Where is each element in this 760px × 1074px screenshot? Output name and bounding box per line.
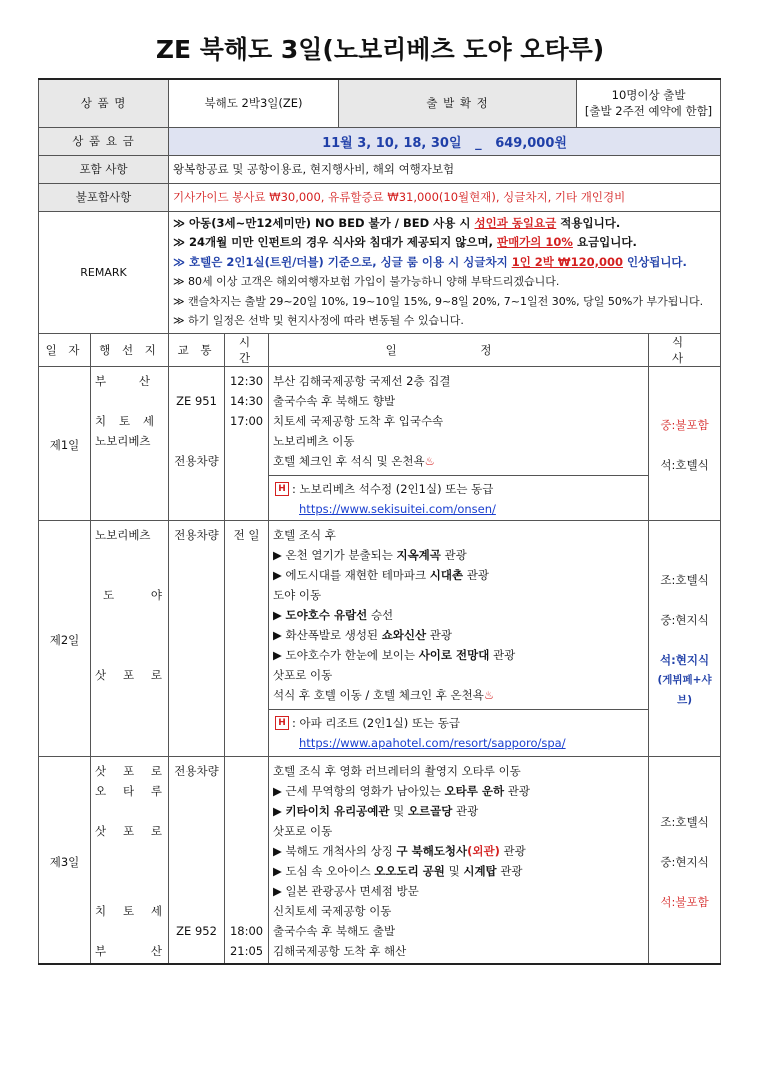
col-schedule: 일 정 — [269, 333, 649, 366]
excluded-text: 기사가이드 봉사료 ₩30,000, 유류할증료 ₩31,000(10월현재), 싱글차지, 기타 개인경비 — [169, 183, 721, 211]
remark-line-1: ≫ 아동(3세~만12세미만) NO BED 불가 / BED 사용 시 성인과 동일요금 적용입니다. — [173, 215, 621, 230]
departure-confirm-label: 출 발 확 정 — [339, 79, 577, 127]
included-text: 왕복항공료 및 공항이용료, 현지행사비, 해외 여행자보험 — [169, 155, 721, 183]
remark-line-6: ≫ 하기 일정은 선박 및 현지사정에 따라 변동될 수 있습니다. — [173, 314, 464, 327]
day2-hotel: H : 아파 리조트 (2인1실) 또는 동급 https://www.apahotel.com/resort/sapporo/spa/ — [269, 709, 648, 753]
day1-meals: 중:불포함 석:호텔식 — [649, 366, 721, 520]
hotel-icon: H — [275, 716, 289, 730]
product-name-label: 상 품 명 — [39, 79, 169, 127]
col-place: 행 선 지 — [91, 333, 169, 366]
price-amount: 649,000원 — [495, 135, 567, 151]
price-row — [39, 127, 721, 155]
hot-spring-icon: ♨ — [424, 453, 435, 468]
day3-transport: 전용차량 ZE 952 — [169, 756, 225, 964]
day1-times: 12:30 14:30 17:00 — [225, 366, 269, 520]
included-label: 포함 사항 — [39, 155, 169, 183]
day2-places: 노보리베츠 도 야 삿 포 로 — [91, 520, 169, 756]
hotel-icon: H — [275, 482, 289, 496]
hot-spring-icon: ♨ — [483, 687, 495, 702]
day3-label: 제3일 — [39, 756, 91, 964]
confirm-line-2: [출발 2주전 예약에 한함] — [584, 104, 713, 119]
schedule-header-row — [39, 333, 721, 366]
day1-hotel: H : 노보리베츠 석수정 (2인1실) 또는 동급 https://www.sekisuitei.com/onsen/ — [269, 475, 648, 519]
col-day: 일 자 — [39, 333, 91, 366]
remark-label: REMARK — [39, 211, 169, 333]
remark-line-3: ≫ 호텔은 2인1실(트윈/더블) 기준으로, 싱글 룸 이용 시 싱글차지 1인 2박 ₩120,000 인상됩니다. — [173, 254, 687, 269]
day3-row — [39, 756, 721, 964]
remark-list — [169, 211, 721, 333]
day2-label: 제2일 — [39, 520, 91, 756]
page-title: ZE 북해도 3일(노보리베츠 도야 오타루) — [155, 35, 605, 64]
day1-label: 제1일 — [39, 366, 91, 520]
col-meal: 식 사 — [649, 333, 721, 366]
product-name-row — [39, 79, 721, 127]
day3-places: 삿 포 로 오 타 루 삿 포 로 치 토 세 부 산 — [91, 756, 169, 964]
remark-line-4: ≫ 80세 이상 고객은 해외여행자보험 가입이 불가능하니 양해 부탁드리겠습니다. — [173, 275, 560, 288]
col-transport: 교 통 — [169, 333, 225, 366]
product-name-value: 북해도 2박3일(ZE) — [169, 79, 339, 127]
price-label: 상 품 요 금 — [39, 127, 169, 155]
remark-line-5: ≫ 캔슬차지는 출발 29~20일 10%, 19~10일 15%, 9~8일 20%, 7~1일전 30%, 당일 50%가 부가됩니다. — [173, 294, 704, 308]
day3-schedule: 호텔 조식 후 영화 러브레터의 촬영지 오타루 이동 ▶ 근세 무역항의 영화가 남아있는 오타루 운하 관광 ▶ 키타이치 유리공예관 및 오르골당 관광 삿포로 이동 ▶ 북해도 개척사의 상징 구 북해도청사(외관) 관광 ▶ 도심 속 오아이스 오오도리 공원 및 시계탑 관광 ▶ 일본 관광공사 면세점 방문 신치토세 국제공항 이동 출국수속 후 북해도 출발 김해국제공항 도착 후 해산 — [269, 756, 649, 964]
included-row — [39, 155, 721, 183]
price-dates: 11월 3, 10, 18, 30일 — [322, 135, 462, 151]
day2-time: 전 일 — [225, 520, 269, 756]
day1-transport: ZE 951 전용차량 — [169, 366, 225, 520]
day2-transport: 전용차량 — [169, 520, 225, 756]
day2-schedule: 호텔 조식 후 ▶ 온천 열기가 분출되는 지옥계곡 관광 ▶ 에도시대를 재현한 테마파크 시대촌 관광 도야 이동 ▶ 도야호수 유람선 승선 ▶ 화산폭발로 생성된 쇼와신산 관광 ▶ 도야호수가 한눈에 보이는 사이로 전망대 관광 삿포로 이동 석식 후 호텔 이동 / 호텔 체크인 후 온천욕♨ H : 아파 리조트 (2인1실) 또는 동급 https://www.apahotel.com/resort/sapporo/spa/ — [269, 520, 649, 756]
day1-row — [39, 366, 721, 520]
itinerary-table — [38, 78, 721, 965]
day1-hotel-link[interactable]: https://www.sekisuitei.com/onsen/ — [299, 501, 496, 516]
departure-confirm-value — [577, 79, 721, 127]
excluded-label: 불포함사항 — [39, 183, 169, 211]
day2-hotel-link[interactable]: https://www.apahotel.com/resort/sapporo/spa/ — [299, 735, 566, 750]
price-value — [169, 127, 721, 155]
day3-times: 18:00 21:05 — [225, 756, 269, 964]
price-separator: _ — [475, 135, 482, 151]
day1-schedule: 부산 김해국제공항 국제선 2층 집결 출국수속 후 북해도 향발 치토세 국제공항 도착 후 입국수속 노보리베츠 이동 호텔 체크인 후 석식 및 온천욕♨ H : 노보리베츠 석수정 (2인1실) 또는 동급 https://www.sekisuitei.com/onsen/ — [269, 366, 649, 520]
confirm-line-1: 10명이상 출발 — [611, 88, 686, 103]
remark-line-2: ≫ 24개월 미만 인펀트의 경우 식사와 침대가 제공되지 않으며, 판매가의 10% 요금입니다. — [173, 235, 637, 249]
remark-row — [39, 211, 721, 333]
day2-row — [39, 520, 721, 756]
col-time: 시 간 — [225, 333, 269, 366]
day1-places: 부 산 치 토 세 노보리베츠 — [91, 366, 169, 520]
day2-meals: 조:호텔식 중:현지식 석:현지식 (게뷔페+샤브) — [649, 520, 721, 756]
day3-meals: 조:호텔식 중:현지식 석:불포함 — [649, 756, 721, 964]
excluded-row — [39, 183, 721, 211]
